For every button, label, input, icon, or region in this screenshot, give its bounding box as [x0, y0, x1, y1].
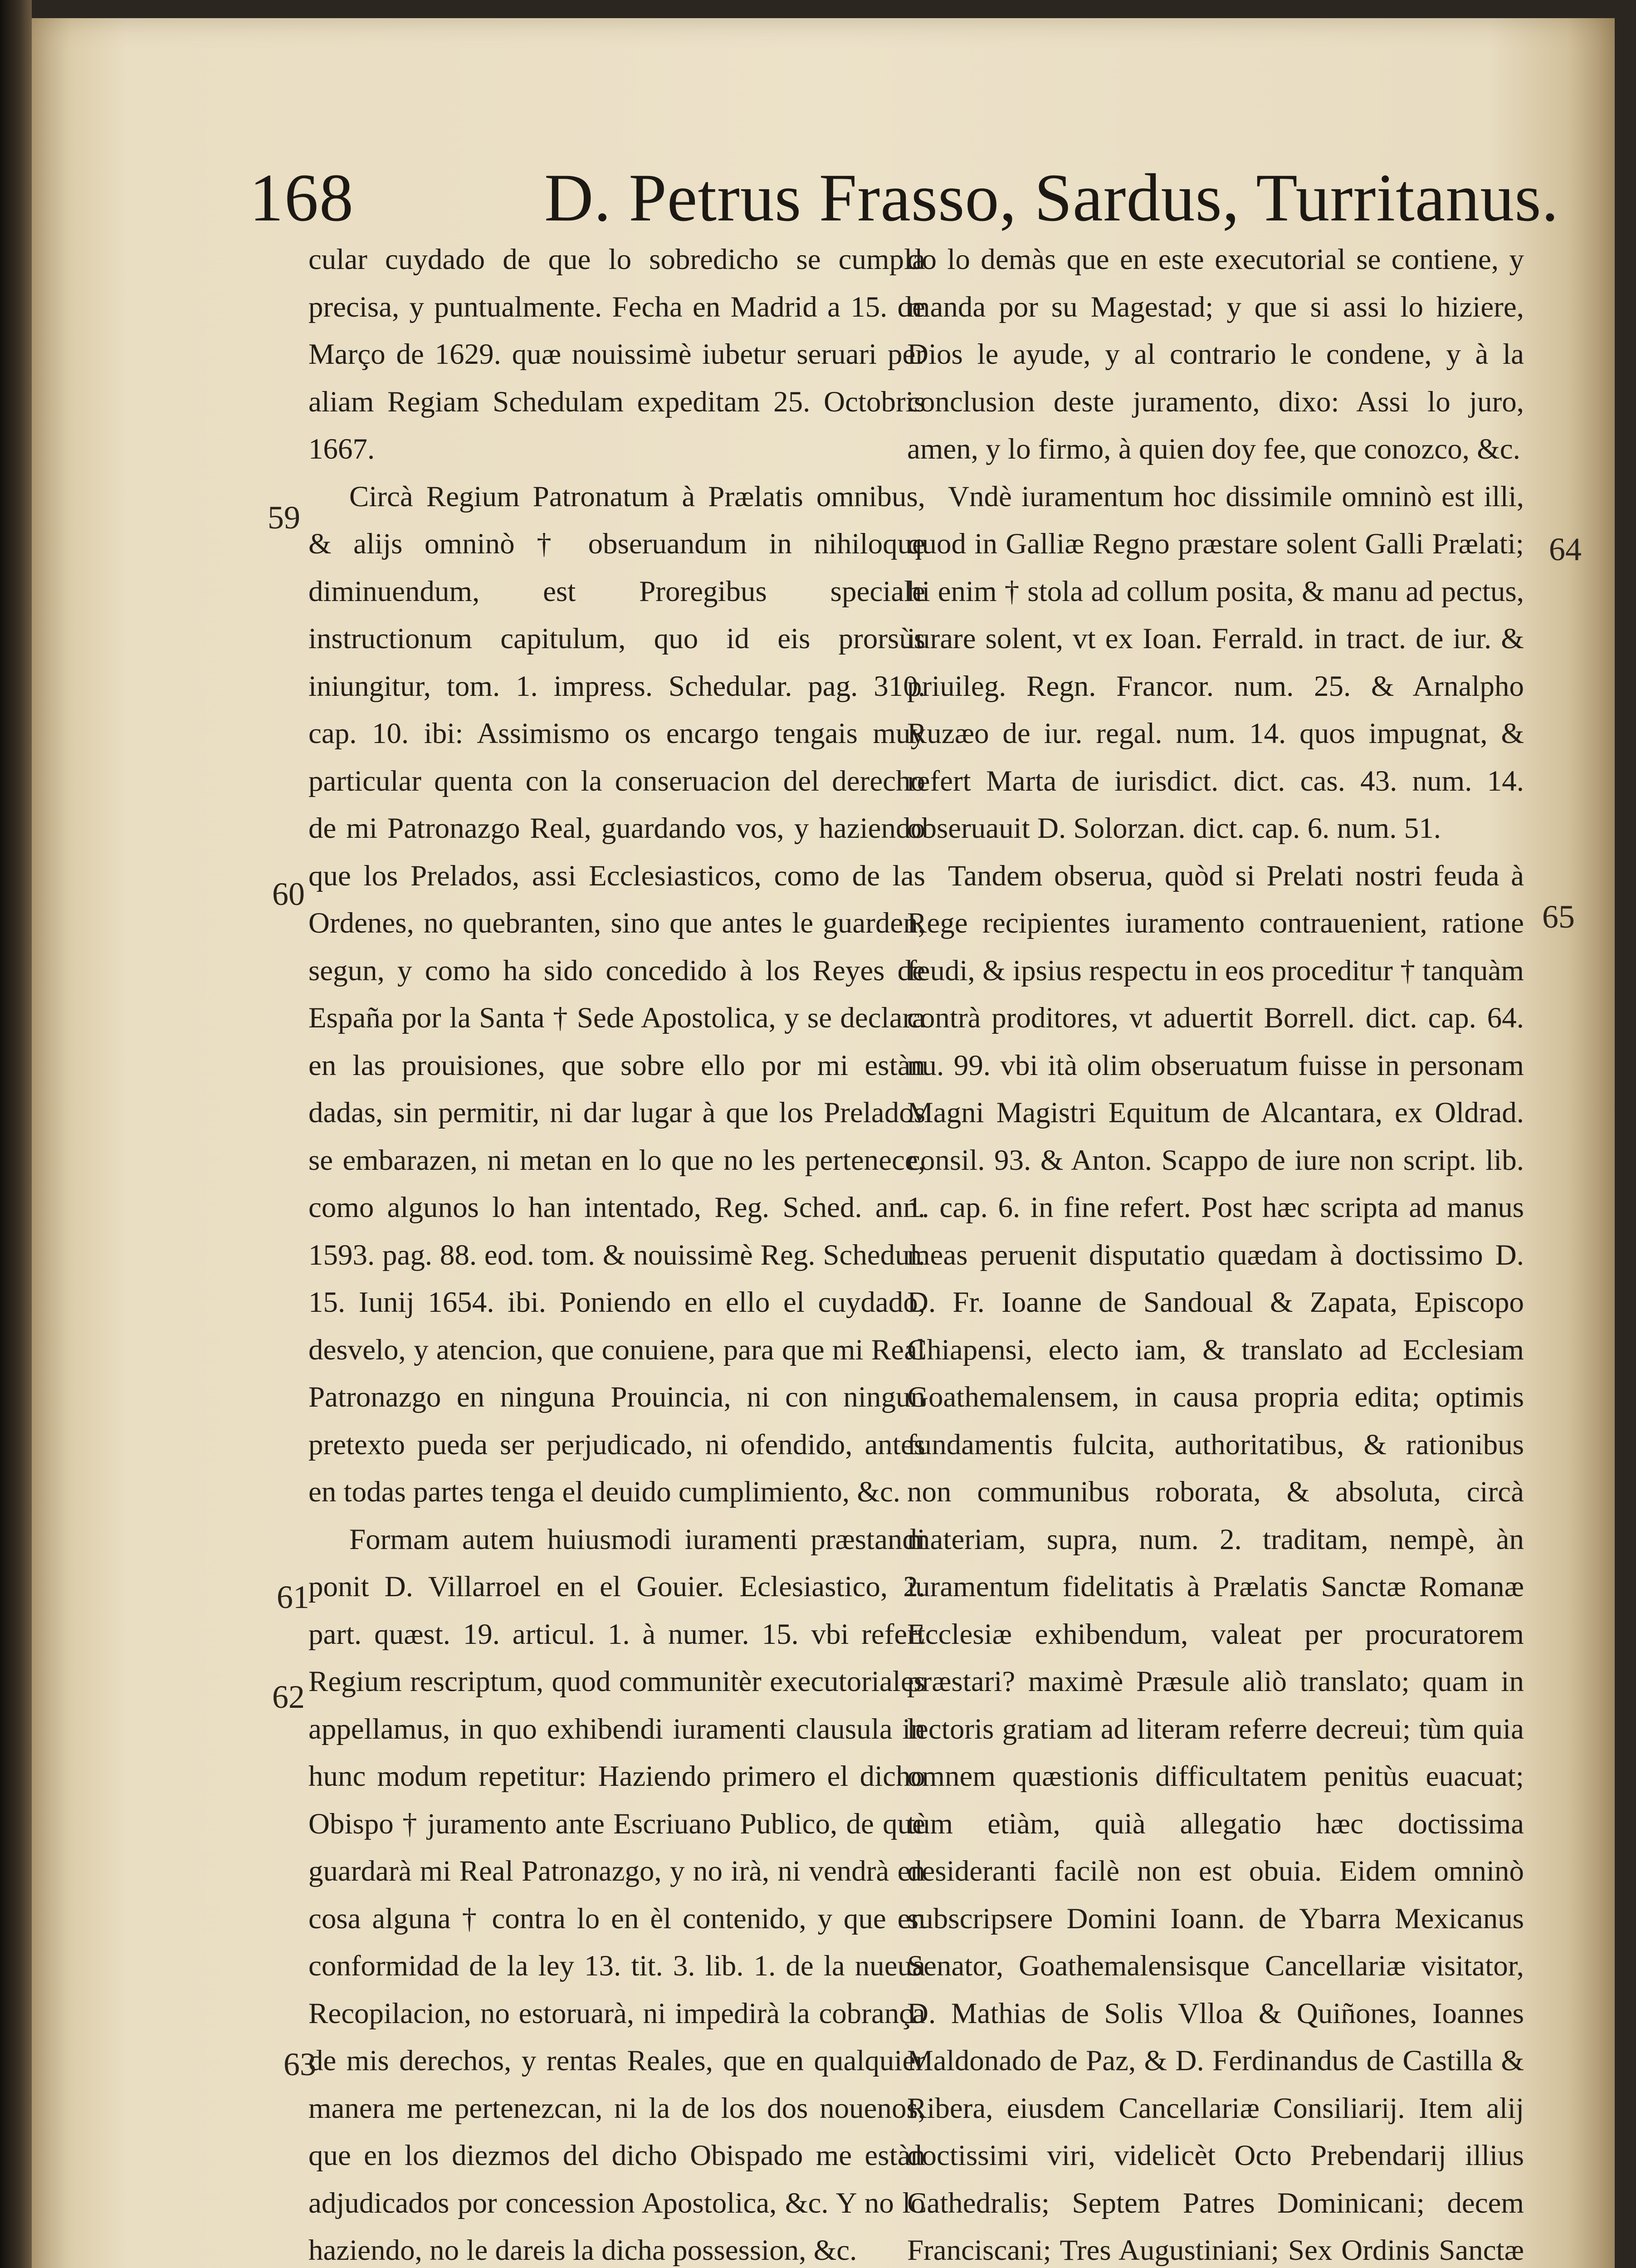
margin-number: 61 — [277, 1579, 309, 1615]
margin-number: 63 — [283, 2046, 316, 2082]
margin-number: 62 — [272, 1679, 305, 1715]
paragraph: Circà Regium Patronatum à Prælatis omnibus, & alijs omninò † obseruandum in nihiloque diminuendum, est Proregibus speciale instructionum capitulum, quo id eis prorsùs iniungitur, tom. 1. impress. Schedular. pag. 310. cap. 10. ibi: Assimismo os encargo tengais muy particular quenta con la conseruacion del derecho de mi Patronazgo Real, guardando vos, y haziendo que los Prelados, assi Ecclesiasticos, como de las Ordenes, no quebranten, sino que antes le guarden, segun, y como ha sido concedido à los Reyes de España por la Santa † Sede Apostolica, y se declara en las prouisiones, que sobre ello por mi estàn dadas, sin permitir, ni dar lugar à que los Prelados se embarazen, ni metan en lo que no les pertenece, como algunos lo han intentado, Reg. Sched. ann. 1593. pag. 88. eod. tom. & nouissimè Reg. Schedul. 15. Iunij 1654. ibi. Poniendo en ello el cuydado, desvelo, y atencion, que conuiene, para que mi Real Patronazgo en ninguna Prouincia, ni con ningun pretexto pueda ser perjudicado, ni ofendido, antes en todas partes tenga el deuido cumplimiento, &c. — [308, 480, 925, 1508]
paragraph: cular cuydado de que lo sobredicho se cumpla precisa, y puntualmente. Fecha en Madrid a 15. de Março de 1629. quæ nouissimè iubetur seruari per aliam Regiam Schedulam expeditam 25. Octobris 1667. — [308, 243, 925, 465]
margin-number: 60 — [272, 876, 305, 912]
paragraph: do lo demàs que en este executorial se contiene, y manda por su Magestad; y que si assi lo hiziere, Dios le ayude, y al contrario le condene, y à la conclusion deste juramento, dixo: Assi lo juro, amen, y lo firmo, à quien doy fee, que conozco, &c. — [907, 243, 1524, 465]
margin-number: 65 — [1542, 899, 1575, 935]
paragraph: Tandem obserua, quòd si Prelati nostri feuda à Rege recipientes iuramento contrauenient, ratione feudi, & ipsius respectu in eos proceditur † tanquàm contrà proditores, vt aduertit Borrell. dict. cap. 64. nu. 99. vbi ità olim obseruatum fuisse in personam Magni Magistri Equitum de Alcantara, ex Oldrad. consil. 93. & Anton. Scappo de iure non script. lib. 1. cap. 6. in fine refert. Post hæc scripta ad manus meas peruenit disputatio quædam à doctissimo D. D. Fr. Ioanne de Sandoual & Zapata, Episcopo Chiapensi, electo iam, & translato ad Ecclesiam Goathemalensem, in causa propria edita; optimis fundamentis fulcita, authoritatibus, & rationibus non communibus roborata, & absoluta, circà materiam, supra, num. 2. traditam, nempè, àn iuramentum fidelitatis à Prælatis Sanctæ Romanæ Ecclesiæ exhibendum, valeat per procuratorem præstari? maximè Præsule aliò translato; quam in lectoris gratiam ad literam referre decreui; tùm quia omnem quæstionis difficultatem penitùs euacuat; tùm etiàm, quià allegatio hæc doctissima desideranti facilè non est obuia. Eidem omninò subscripsere Domini Ioann. de Ybarra Mexicanus Senator, Goathemalensisque Cancellariæ visitator, D. Mathias de Solis Vlloa & Quiñones, Ioannes Maldonado de Paz, & D. Ferdinandus de Castilla & Ribera, eiusdem Cancellariæ Consiliarij. Item alij doctissimi viri, videlicèt Octo Prebendarij illius Cathedralis; Septem Patres Dominicani; decem Franciscani; Tres Augustiniani; Sex Ordinis Sanctæ — [907, 859, 1524, 2267]
margin-number: 59 — [268, 499, 300, 536]
paragraph: Vndè iuramentum hoc dissimile omninò est illi, quod in Galliæ Regno præstare solent Galli Prælati; hi enim † stola ad collum posita, & manu ad pectus, iurare solent, vt ex Ioan. Ferrald. in tract. de iur. & priuileg. Regn. Francor. num. 25. & Arnalpho Ruzæo de iur. regal. num. 14. quos impugnat, & refert Marta de iurisdict. dict. cas. 43. num. 14. obseruauit D. Solorzan. dict. cap. 6. num. 51. — [907, 480, 1524, 845]
right-column — [907, 236, 1524, 2268]
paragraph: Formam autem huiusmodi iuramenti præstandi ponit D. Villarroel en el Gouier. Eclesiastico, 2. part. quæst. 19. articul. 1. à numer. 15. vbi refert Regium rescriptum, quod communitèr executoriales appellamus, in quo exhibendi iuramenti clausula in hunc modum repetitur: Haziendo primero el dicho Obispo † juramento ante Escriuano Publico, de que guardarà mi Real Patronazgo, y no irà, ni vendrà en cosa alguna † contra lo en èl contenido, y que en conformidad de la ley 13. tit. 3. lib. 1. de la nueua Recopilacion, no estoruarà, ni impedirà la cobrança de mis derechos, y rentas Reales, que en qualquier manera me pertenezcan, ni la de los dos nouenos, que en los diezmos del dicho Obispado me estàn adjudicados por concession Apostolica, &c. Y no lo haziendo, no le dareis la dicha possession, &c. — [308, 1523, 925, 2267]
left-column — [308, 236, 925, 2268]
page-header — [249, 150, 1559, 245]
running-head: D. Petrus Frasso, Sardus, Turritanus. — [544, 160, 1559, 235]
book-spine — [0, 0, 32, 2268]
margin-number: 64 — [1549, 531, 1582, 567]
page-number: 168 — [249, 160, 354, 235]
